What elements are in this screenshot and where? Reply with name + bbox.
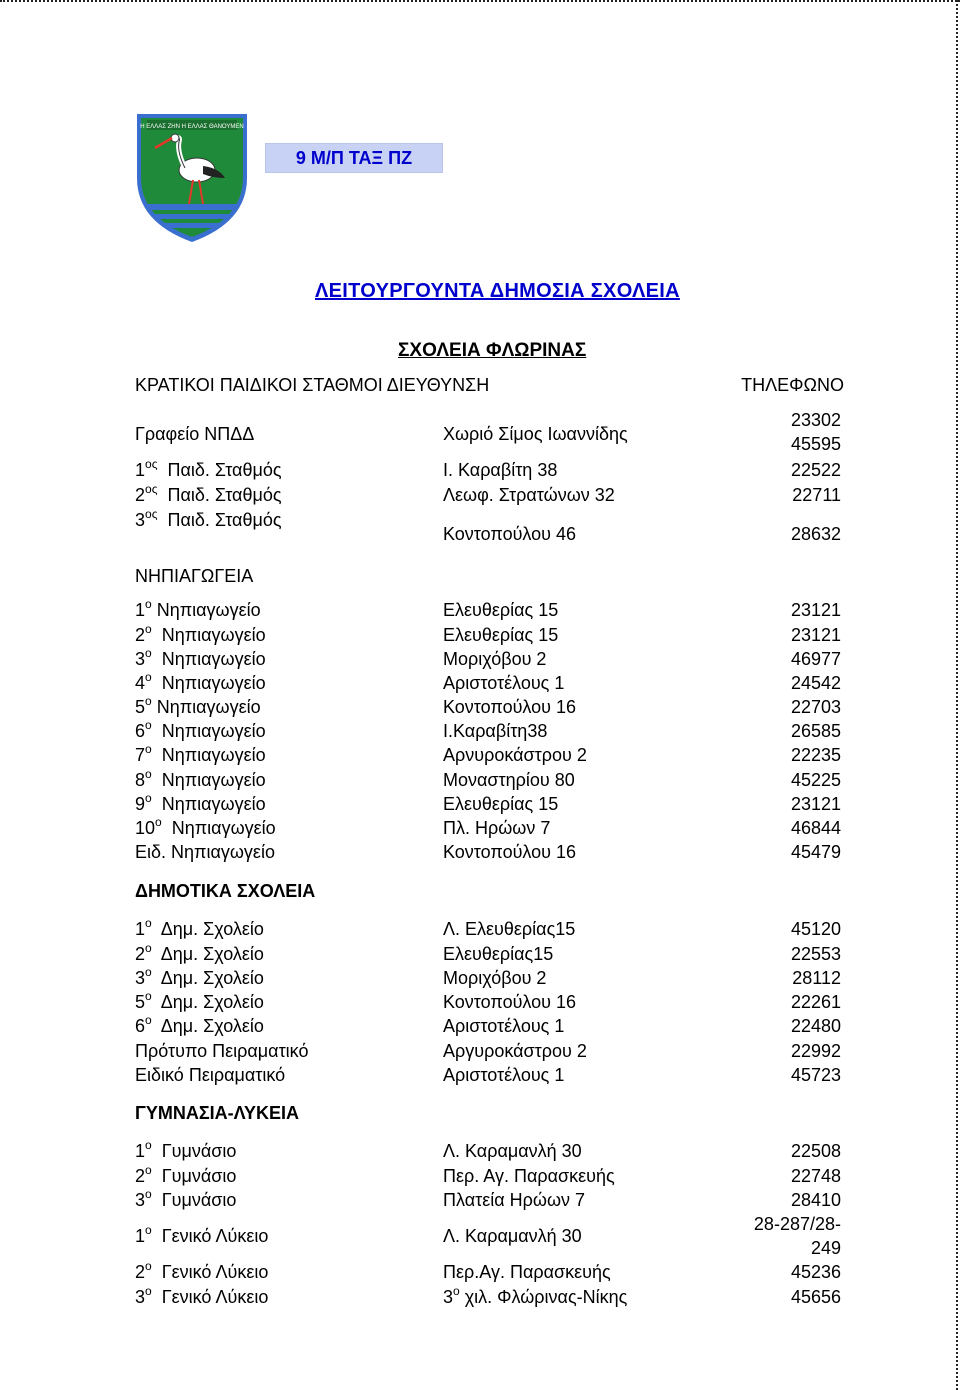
row-name: $6^o$ Δημ. Σχολείο xyxy=(135,1013,264,1036)
row-address: Μοναστηρίου 80 xyxy=(443,770,575,790)
row-address: Ελευθερίας 15 xyxy=(443,625,559,645)
row-phone: 28410 xyxy=(790,1190,841,1210)
row-address: Μοριχόβου 2 xyxy=(443,968,547,988)
phone-line: 249 xyxy=(810,1238,841,1258)
row-name: $1^o$ Γενικό Λύκειο xyxy=(135,1223,269,1246)
row-name: Γραφείο ΝΠΔΔ xyxy=(135,424,255,444)
emblem-motto: Η ΕΛΛΑΣ ΖΗΝ Η ΕΛΛΑΣ ΘΑΝΟΥΜΕΝ xyxy=(140,124,244,130)
row-address: Περ. Αγ. Παρασκευής xyxy=(443,1166,615,1186)
row-name: $5^o$ Νηπιαγωγείο xyxy=(135,694,261,717)
row-address: Κοντοπούλου 16 xyxy=(443,697,577,717)
row-phone: 22522 xyxy=(790,460,841,480)
phone-line: 23302 xyxy=(790,410,841,430)
row-address: Αργυροκάστρου 2 xyxy=(443,1041,587,1061)
row-phone xyxy=(754,1212,841,1260)
row-address: Ι.Καραβίτη38 xyxy=(443,721,548,741)
row-address: Χωριό Σίμος Ιωαννίδης xyxy=(443,424,628,444)
row-phone: 22992 xyxy=(790,1041,841,1061)
unit-emblem xyxy=(133,108,251,244)
section-heading-primary: ΔΗΜΟΤΙΚΑ ΣΧΟΛΕΙΑ xyxy=(135,881,316,901)
row-phone: 45723 xyxy=(790,1065,841,1085)
row-phone: 23121 xyxy=(790,625,841,645)
row-phone: 22235 xyxy=(790,745,841,765)
row-phone: 22703 xyxy=(790,697,841,717)
row-name: $1^o$ Νηπιαγωγείο xyxy=(135,597,261,620)
row-address: Πλατεία Ηρώων 7 xyxy=(443,1190,586,1210)
row-phone: 22553 xyxy=(790,944,841,964)
section-heading-secondary: ΓΥΜΝΑΣΙΑ-ΛΥΚΕΙΑ xyxy=(135,1103,299,1123)
row-phone: 23121 xyxy=(790,600,841,620)
page-title: ΛΕΙΤΟΥΡΓΟΥΝΤΑ ΔΗΜΟΣΙΑ ΣΧΟΛΕΙΑ xyxy=(315,280,680,302)
phone-line: 28-287/28- xyxy=(753,1214,841,1234)
row-name: $2^o$ Νηπιαγωγείο xyxy=(135,622,266,645)
row-name: $2^{o\varsigma}$ Παιδ. Σταθμός xyxy=(135,482,282,505)
row-name: Ειδ. Νηπιαγωγείο xyxy=(135,842,275,862)
row-phone: 22508 xyxy=(790,1141,841,1161)
row-phone: 46844 xyxy=(790,818,841,838)
row-phone: 22480 xyxy=(790,1016,841,1036)
row-name: $7^o$ Νηπιαγωγείο xyxy=(135,742,266,765)
row-name: $2^o$ Δημ. Σχολείο xyxy=(135,941,264,964)
row-phone: 24542 xyxy=(790,673,841,693)
row-name: Ειδικό Πειραματικό xyxy=(135,1065,286,1085)
header-phone: ΤΗΛΕΦΩΝΟ xyxy=(741,375,844,395)
row-address: Λ. Ελευθερίας15 xyxy=(443,919,576,939)
page-border-top xyxy=(0,0,960,3)
row-phone: 22748 xyxy=(790,1166,841,1186)
row-phone: 28632 xyxy=(790,524,841,544)
row-address: Κοντοπούλου 46 xyxy=(443,524,577,544)
row-phone: 45120 xyxy=(790,919,841,939)
row-name: Πρότυπο Πειραματικό xyxy=(135,1041,309,1061)
phone-line: 45595 xyxy=(790,434,841,454)
row-name: $3^o$ Γενικό Λύκειο xyxy=(135,1284,269,1307)
row-address: Ελευθερίας 15 xyxy=(443,794,559,814)
row-address: $3^o$ χιλ. Φλώρινας-Νίκης xyxy=(443,1284,628,1307)
row-address: Μοριχόβου 2 xyxy=(443,649,547,669)
row-address: Κοντοπούλου 16 xyxy=(443,842,577,862)
row-name: $3^{o\varsigma}$ Παιδ. Σταθμός xyxy=(135,507,282,530)
row-address: Περ.Αγ. Παρασκευής xyxy=(443,1262,611,1282)
row-phone: 45225 xyxy=(790,770,841,790)
row-phone: 28112 xyxy=(792,968,841,988)
unit-banner: 9 Μ/Π ΤΑΞ ΠΖ xyxy=(265,143,443,173)
row-phone: 45479 xyxy=(790,842,841,862)
row-address: Κοντοπούλου 16 xyxy=(443,992,577,1012)
row-phone xyxy=(791,408,841,456)
page-subtitle: ΣΧΟΛΕΙΑ ΦΛΩΡΙΝΑΣ xyxy=(398,340,587,361)
page-border-right xyxy=(955,0,958,1390)
row-name: $4^o$ Νηπιαγωγείο xyxy=(135,670,266,693)
row-address: Αριστοτέλους 1 xyxy=(443,1065,565,1085)
header-category: ΚΡΑΤΙΚΟΙ ΠΑΙΔΙΚΟΙ ΣΤΑΘΜΟΙ ΔΙΕΥΘΥΝΣΗ xyxy=(135,375,490,395)
row-name: $10^o$ Νηπιαγωγείο xyxy=(135,815,276,838)
row-name: $8^o$ Νηπιαγωγείο xyxy=(135,767,266,790)
row-address: Πλ. Ηρώων 7 xyxy=(443,818,551,838)
row-name: $9^o$ Νηπιαγωγείο xyxy=(135,791,266,814)
row-address: Ελευθερίας 15 xyxy=(443,600,559,620)
row-name: $1^o$ Δημ. Σχολείο xyxy=(135,916,264,939)
row-address: Λεωφ. Στρατώνων 32 xyxy=(443,485,615,505)
row-phone: 26585 xyxy=(790,721,841,741)
row-address: Λ. Καραμανλή 30 xyxy=(443,1226,582,1246)
row-address: Αριστοτέλους 1 xyxy=(443,1016,565,1036)
row-name: $1^{o\varsigma}$ Παιδ. Σταθμός xyxy=(135,457,282,480)
row-address: Ι. Καραβίτη 38 xyxy=(443,460,558,480)
row-name: $3^o$ Νηπιαγωγείο xyxy=(135,646,266,669)
row-name: $3^o$ Δημ. Σχολείο xyxy=(135,965,264,988)
row-name: $2^o$ Γενικό Λύκειο xyxy=(135,1259,269,1282)
row-address: Αρνυροκάστρου 2 xyxy=(443,745,587,765)
section-heading-kindergartens: ΝΗΠΙΑΓΩΓΕΙΑ xyxy=(135,566,254,586)
row-name: $2^o$ Γυμνάσιο xyxy=(135,1163,237,1186)
row-name: $6^o$ Νηπιαγωγείο xyxy=(135,718,266,741)
row-phone: 45656 xyxy=(790,1287,841,1307)
row-phone: 22261 xyxy=(790,992,841,1012)
row-address: Λ. Καραμανλή 30 xyxy=(443,1141,582,1161)
row-address: Ελευθερίας15 xyxy=(443,944,554,964)
row-address: Αριστοτέλους 1 xyxy=(443,673,565,693)
row-phone: 22711 xyxy=(792,485,841,505)
row-name: $3^o$ Γυμνάσιο xyxy=(135,1187,237,1210)
row-name: $5^o$ Δημ. Σχολείο xyxy=(135,989,264,1012)
row-phone: 23121 xyxy=(790,794,841,814)
row-phone: 46977 xyxy=(790,649,841,669)
row-phone: 45236 xyxy=(790,1262,841,1282)
row-name: $1^o$ Γυμνάσιο xyxy=(135,1138,237,1161)
